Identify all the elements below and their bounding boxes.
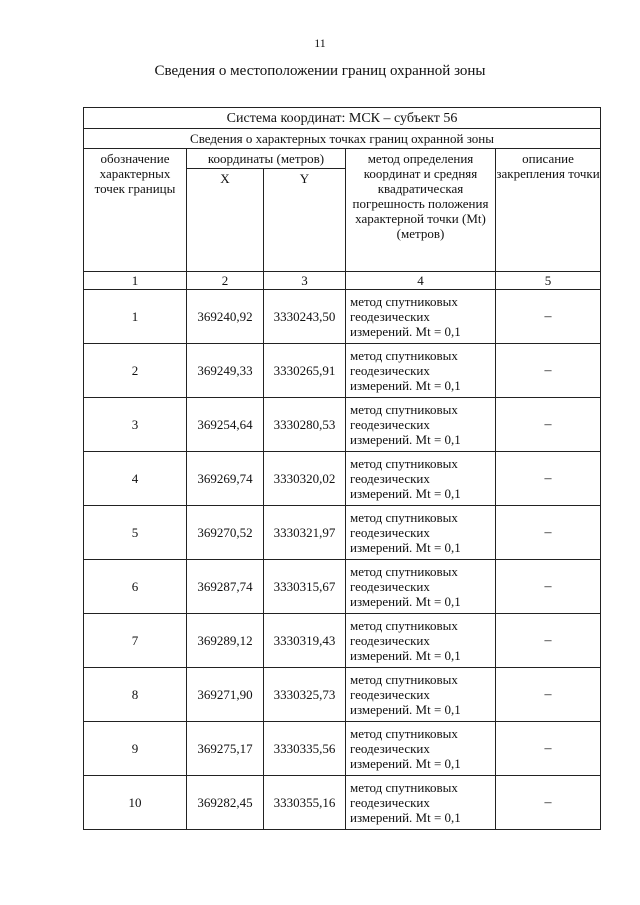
method-cell: метод спутниковых геодезических измерений. Mt = 0,1	[346, 506, 496, 560]
description-cell: –	[496, 506, 601, 560]
x-coordinate: 369269,74	[187, 452, 264, 506]
x-coordinate: 369240,92	[187, 290, 264, 344]
description-cell: –	[496, 776, 601, 830]
point-number: 9	[84, 722, 187, 776]
boundary-points-table	[83, 107, 601, 830]
method-cell: метод спутниковых геодезических измерений. Mt = 0,1	[346, 614, 496, 668]
description-cell: –	[496, 290, 601, 344]
column-number: 4	[346, 272, 496, 290]
y-coordinate: 3330315,67	[264, 560, 346, 614]
column-number: 1	[84, 272, 187, 290]
method-cell: метод спутниковых геодезических измерений. Mt = 0,1	[346, 722, 496, 776]
point-number: 5	[84, 506, 187, 560]
header-point-designation: обозначение характерных точек границы	[84, 149, 187, 272]
method-cell: метод спутниковых геодезических измерений. Mt = 0,1	[346, 452, 496, 506]
x-coordinate: 369275,17	[187, 722, 264, 776]
header-y: Y	[264, 169, 346, 272]
description-cell: –	[496, 614, 601, 668]
y-coordinate: 3330355,16	[264, 776, 346, 830]
x-coordinate: 369271,90	[187, 668, 264, 722]
method-cell: метод спутниковых геодезических измерений. Mt = 0,1	[346, 560, 496, 614]
description-cell: –	[496, 668, 601, 722]
header-description: описание закрепления точки	[496, 149, 601, 272]
point-number: 7	[84, 614, 187, 668]
coordinate-system-row: Система координат: МСК – субъект 56	[84, 108, 601, 129]
table-row	[84, 290, 601, 344]
table-body	[84, 290, 601, 830]
table-row	[84, 506, 601, 560]
table-row	[84, 560, 601, 614]
table-header	[84, 108, 601, 290]
table-row	[84, 344, 601, 398]
x-coordinate: 369270,52	[187, 506, 264, 560]
column-number: 3	[264, 272, 346, 290]
point-number: 10	[84, 776, 187, 830]
y-coordinate: 3330335,56	[264, 722, 346, 776]
point-number: 3	[84, 398, 187, 452]
x-coordinate: 369282,45	[187, 776, 264, 830]
header-x: X	[187, 169, 264, 272]
y-coordinate: 3330325,73	[264, 668, 346, 722]
table-row	[84, 452, 601, 506]
x-coordinate: 369254,64	[187, 398, 264, 452]
header-method: метод определения координат и средняя квадратическая погрешность положения характерной точки (Mt) (метров)	[346, 149, 496, 272]
point-number: 8	[84, 668, 187, 722]
y-coordinate: 3330320,02	[264, 452, 346, 506]
description-cell: –	[496, 398, 601, 452]
description-cell: –	[496, 722, 601, 776]
point-number: 2	[84, 344, 187, 398]
column-number: 5	[496, 272, 601, 290]
table-row	[84, 398, 601, 452]
table-row	[84, 722, 601, 776]
table-row	[84, 776, 601, 830]
y-coordinate: 3330319,43	[264, 614, 346, 668]
point-number: 4	[84, 452, 187, 506]
document-title: Сведения о местоположении границ охранной зоны	[154, 63, 486, 79]
table-row	[84, 614, 601, 668]
method-cell: метод спутниковых геодезических измерений. Mt = 0,1	[346, 344, 496, 398]
method-cell: метод спутниковых геодезических измерений. Mt = 0,1	[346, 668, 496, 722]
x-coordinate: 369287,74	[187, 560, 264, 614]
point-number: 1	[84, 290, 187, 344]
x-coordinate: 369289,12	[187, 614, 264, 668]
header-coordinates: координаты (метров)	[187, 149, 346, 169]
points-info-row: Сведения о характерных точках границ охранной зоны	[84, 129, 601, 149]
page-number: 11	[314, 36, 326, 50]
description-cell: –	[496, 560, 601, 614]
y-coordinate: 3330243,50	[264, 290, 346, 344]
column-number: 2	[187, 272, 264, 290]
description-cell: –	[496, 452, 601, 506]
y-coordinate: 3330265,91	[264, 344, 346, 398]
method-cell: метод спутниковых геодезических измерений. Mt = 0,1	[346, 776, 496, 830]
y-coordinate: 3330280,53	[264, 398, 346, 452]
point-number: 6	[84, 560, 187, 614]
x-coordinate: 369249,33	[187, 344, 264, 398]
description-cell: –	[496, 344, 601, 398]
y-coordinate: 3330321,97	[264, 506, 346, 560]
method-cell: метод спутниковых геодезических измерений. Mt = 0,1	[346, 398, 496, 452]
method-cell: метод спутниковых геодезических измерений. Mt = 0,1	[346, 290, 496, 344]
table-row	[84, 668, 601, 722]
